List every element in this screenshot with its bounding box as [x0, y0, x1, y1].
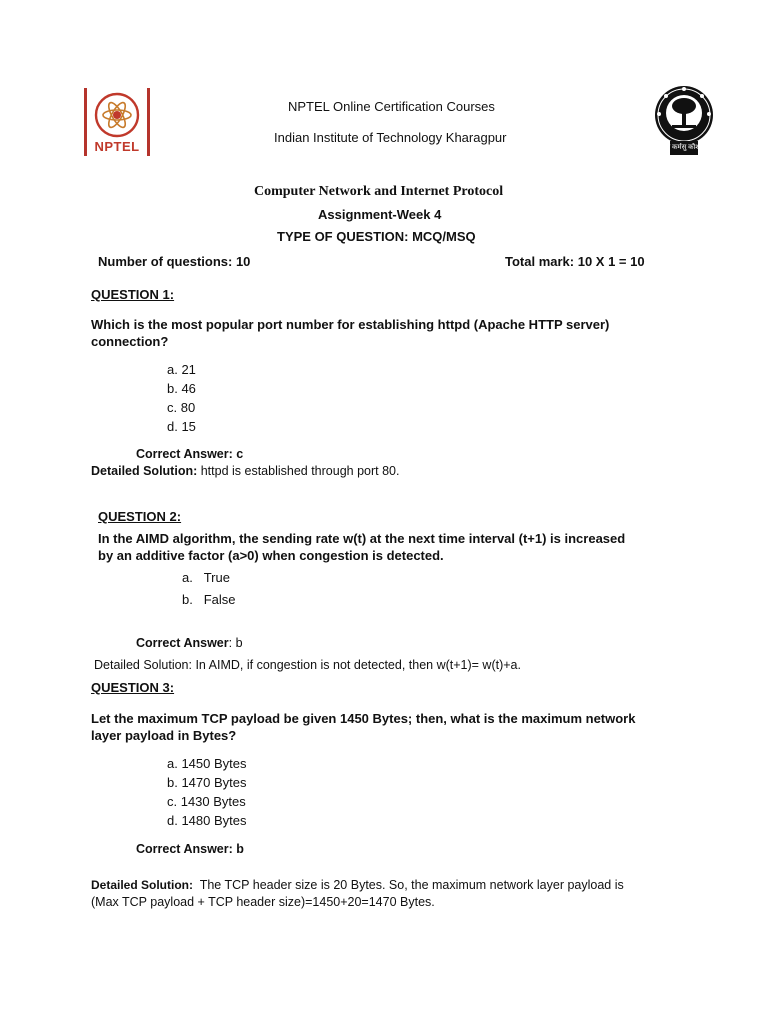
- question-type: TYPE OF QUESTION: MCQ/MSQ: [277, 229, 476, 244]
- q3-solution-text-1: The TCP header size is 20 Bytes. So, the maximum network layer payload is: [193, 878, 624, 892]
- q1-correct-answer: Correct Answer: c: [136, 447, 244, 461]
- q1-solution-text: httpd is established through port 80.: [197, 464, 400, 478]
- q1-options: [167, 360, 196, 436]
- q2-text-line-2: by an additive factor (a>0) when congestion is detected.: [98, 548, 444, 563]
- q3-correct-answer: Correct Answer: b: [136, 842, 244, 856]
- q1-option-a: a. 21: [167, 362, 196, 377]
- q2-text-line-1: In the AIMD algorithm, the sending rate w(t) at the next time interval (t+1) is increased: [98, 531, 626, 546]
- iit-kgp-motto: योगः कर्मसु कौशलम्: [659, 143, 709, 151]
- q3-solution-label: Detailed Solution:: [91, 878, 193, 892]
- q2-correct-answer: [136, 636, 243, 650]
- header-line-1: NPTEL Online Certification Courses: [288, 99, 495, 114]
- q1-solution-label: Detailed Solution:: [91, 464, 198, 478]
- q1-option-d: d. 15: [167, 419, 196, 434]
- number-of-questions: [98, 254, 250, 269]
- course-title: Computer Network and Internet Protocol: [254, 184, 504, 199]
- q2-answer-label: Correct Answer: [136, 636, 229, 650]
- q1-text-line-1: Which is the most popular port number for establishing httpd (Apache HTTP server): [91, 317, 610, 332]
- q2-option-b-letter: b.: [182, 592, 193, 607]
- header-line-2: Indian Institute of Technology Kharagpur: [274, 130, 507, 145]
- q1-option-b: b. 46: [167, 381, 196, 396]
- q3-option-b: b. 1470 Bytes: [167, 775, 247, 790]
- q2-answer-value: : b: [228, 636, 243, 650]
- q3-text-line-2: layer payload in Bytes?: [91, 728, 237, 743]
- number-of-questions-label: Number of questions: [98, 254, 229, 269]
- q3-text-line-1: Let the maximum TCP payload be given 1450 Bytes; then, what is the maximum network: [91, 711, 636, 726]
- q2-option-b: [182, 592, 235, 607]
- q3-heading: QUESTION 3:: [91, 680, 175, 695]
- q3-option-c: c. 1430 Bytes: [167, 794, 246, 809]
- nptel-logo-text: NPTEL: [94, 139, 140, 154]
- iit-kgp-seal: [652, 81, 716, 159]
- q3-text: [91, 710, 635, 744]
- q1-detailed-solution: [91, 464, 399, 478]
- assignment-title: Assignment-Week 4: [318, 207, 442, 222]
- q1-option-c: c. 80: [167, 400, 196, 415]
- q1-heading: QUESTION 1:: [91, 287, 175, 302]
- q1-text: [91, 316, 609, 350]
- q1-text-line-2: connection?: [91, 334, 169, 349]
- q2-option-b-text: False: [203, 592, 236, 607]
- q3-options: [167, 754, 247, 830]
- q2-option-a-letter: a.: [182, 570, 193, 585]
- q2-detailed-solution: Detailed Solution: In AIMD, if congestion is not detected, then w(t+1)= w(t)+a.: [94, 658, 521, 672]
- q2-text: [98, 530, 625, 564]
- q3-detailed-solution: [91, 877, 624, 911]
- q3-solution-line-2: (Max TCP payload + TCP header size)=1450+20=1470 Bytes.: [91, 895, 435, 909]
- q3-option-a: a. 1450 Bytes: [167, 756, 247, 771]
- q3-option-d: d. 1480 Bytes: [167, 813, 247, 828]
- q2-heading: QUESTION 2:: [98, 509, 182, 524]
- q3-solution-line-1: [91, 877, 624, 894]
- q2-option-a-text: True: [203, 570, 230, 585]
- number-of-questions-value: : 10: [228, 254, 251, 269]
- total-mark: Total mark: 10 X 1 = 10: [505, 254, 645, 269]
- q2-option-a: [182, 570, 230, 585]
- nptel-logo: [82, 88, 152, 156]
